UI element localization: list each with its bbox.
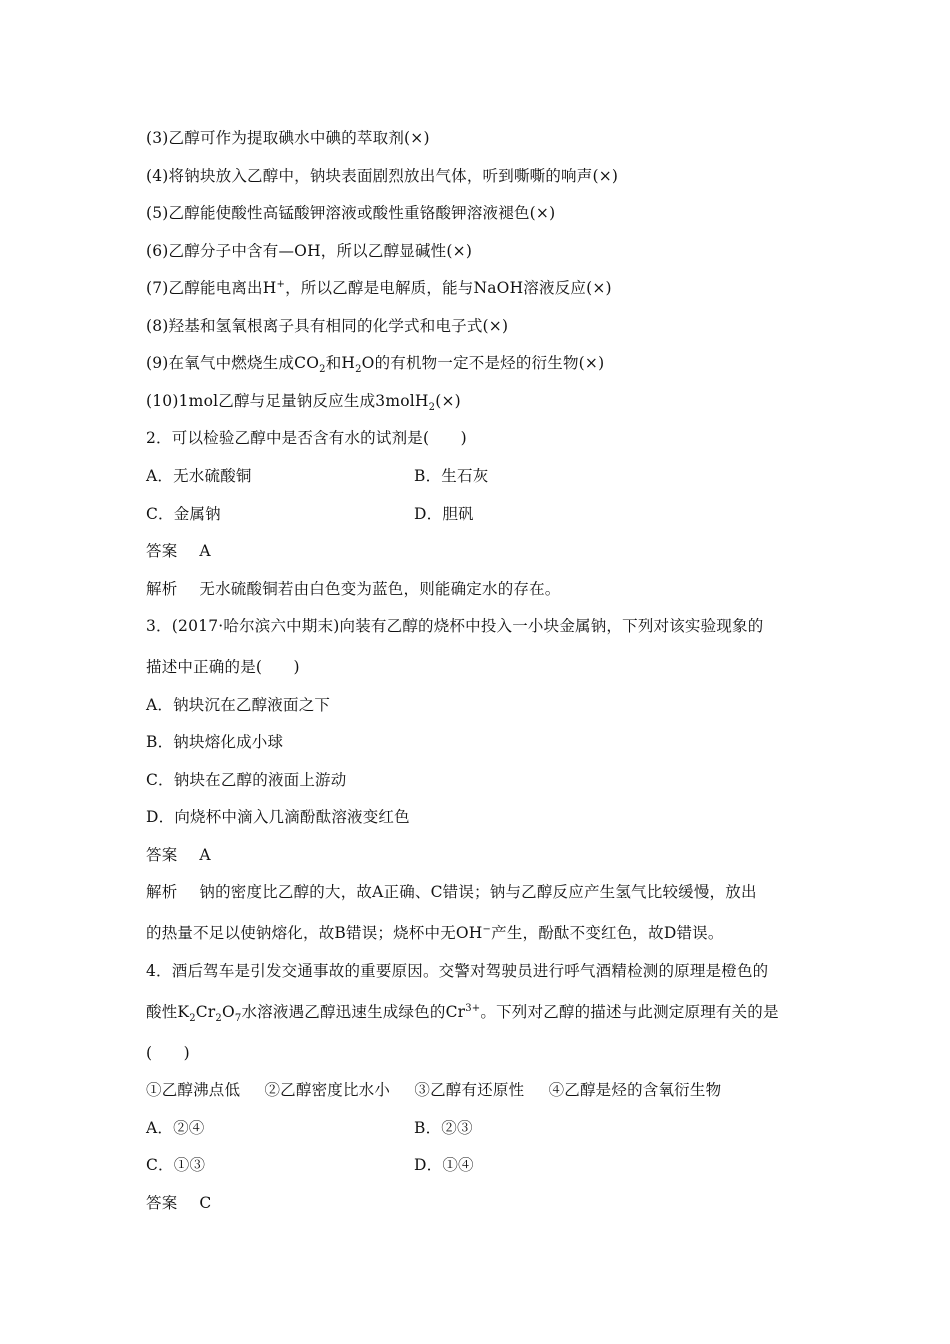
q1-item-10: (10)1mol乙醇与足量钠反应生成3molH$_2$(×) — [146, 392, 461, 414]
q2-option-c: C．金属钠 — [146, 505, 221, 523]
q4-statement-4: ④乙醇是烃的含氧衍生物 — [548, 1081, 722, 1099]
q3-stem-line-1: 3．(2017·哈尔滨六中期末)向装有乙醇的烧杯中投入一小块金属钠，下列对该实验现象的 — [146, 617, 764, 635]
q3-analysis-line-1: 解析 钠的密度比乙醇的大，故A正确、C错误；钠与乙醇反应产生氢气比较缓慢，放出 — [146, 883, 757, 901]
q1-item-8: (8)羟基和氢氧根离子具有相同的化学式和电子式(×) — [146, 317, 509, 335]
q4-option-b: B．②③ — [414, 1119, 473, 1137]
q4-answer: 答案 C — [146, 1194, 212, 1212]
q4-statement-1: ①乙醇沸点低 — [146, 1081, 241, 1099]
q1-item-6: (6)乙醇分子中含有—OH，所以乙醇显碱性(×) — [146, 242, 473, 260]
q4-option-d: D．①④ — [414, 1156, 474, 1174]
q2-option-a: A．无水硫酸铜 — [146, 467, 252, 485]
q4-stem-line-1: 4．酒后驾车是引发交通事故的重要原因。交警对驾驶员进行呼气酒精检测的原理是橙色的 — [146, 962, 769, 980]
q4-stem-line-2: 酸性$K_2Cr_2O_7$水溶液遇乙醇迅速生成绿色的$Cr^{3+}$。下列对乙醇的描述与此测定原理有关的是 — [146, 1002, 779, 1025]
q3-option-c: C．钠块在乙醇的液面上游动 — [146, 771, 347, 789]
q1-item-3: (3)乙醇可作为提取碘水中碘的萃取剂(×) — [146, 129, 430, 147]
q1-item-7: (7)乙醇能电离出H+，所以乙醇是电解质，能与NaOH溶液反应(×) — [146, 278, 612, 297]
q3-analysis-line-2: 的热量不足以使钠熔化，故B错误；烧杯中无OH−产生，酚酞不变红色，故D错误。 — [146, 923, 724, 942]
q3-answer: 答案 A — [146, 846, 211, 864]
q4-options-row-2 — [146, 1155, 474, 1175]
q1-item-9: (9)在氧气中燃烧生成$CO_2$和$H_2O$的有机物一定不是烃的衍生物(×) — [146, 354, 605, 376]
q4-option-a: A．②④ — [146, 1119, 205, 1137]
q4-statement-2: ②乙醇密度比水小 — [264, 1081, 391, 1099]
q2-option-d: D．胆矾 — [414, 505, 474, 523]
q3-stem-line-2: 描述中正确的是( ) — [146, 658, 300, 676]
q2-options-row-1 — [146, 466, 489, 486]
q4-statements — [146, 1080, 721, 1100]
q2-stem: 2．可以检验乙醇中是否含有水的试剂是( ) — [146, 429, 467, 447]
q4-statement-3: ③乙醇有还原性 — [414, 1081, 525, 1099]
q3-option-b: B．钠块熔化成小球 — [146, 733, 284, 751]
q1-item-4: (4)将钠块放入乙醇中，钠块表面剧烈放出气体，听到嘶嘶的响声(×) — [146, 167, 619, 185]
q2-option-b: B．生石灰 — [414, 467, 489, 485]
q2-analysis: 解析 无水硫酸铜若由白色变为蓝色，则能确定水的存在。 — [146, 580, 561, 598]
q2-options-row-2 — [146, 504, 474, 524]
q4-stem-line-3: ( ) — [146, 1044, 190, 1062]
q3-option-a: A．钠块沉在乙醇液面之下 — [146, 696, 331, 714]
q4-option-c: C．①③ — [146, 1156, 206, 1174]
q2-answer: 答案 A — [146, 542, 211, 560]
q3-option-d: D．向烧杯中滴入几滴酚酞溶液变红色 — [146, 808, 410, 826]
q1-item-5: (5)乙醇能使酸性高锰酸钾溶液或酸性重铬酸钾溶液褪色(×) — [146, 204, 556, 222]
q4-options-row-1 — [146, 1118, 473, 1138]
